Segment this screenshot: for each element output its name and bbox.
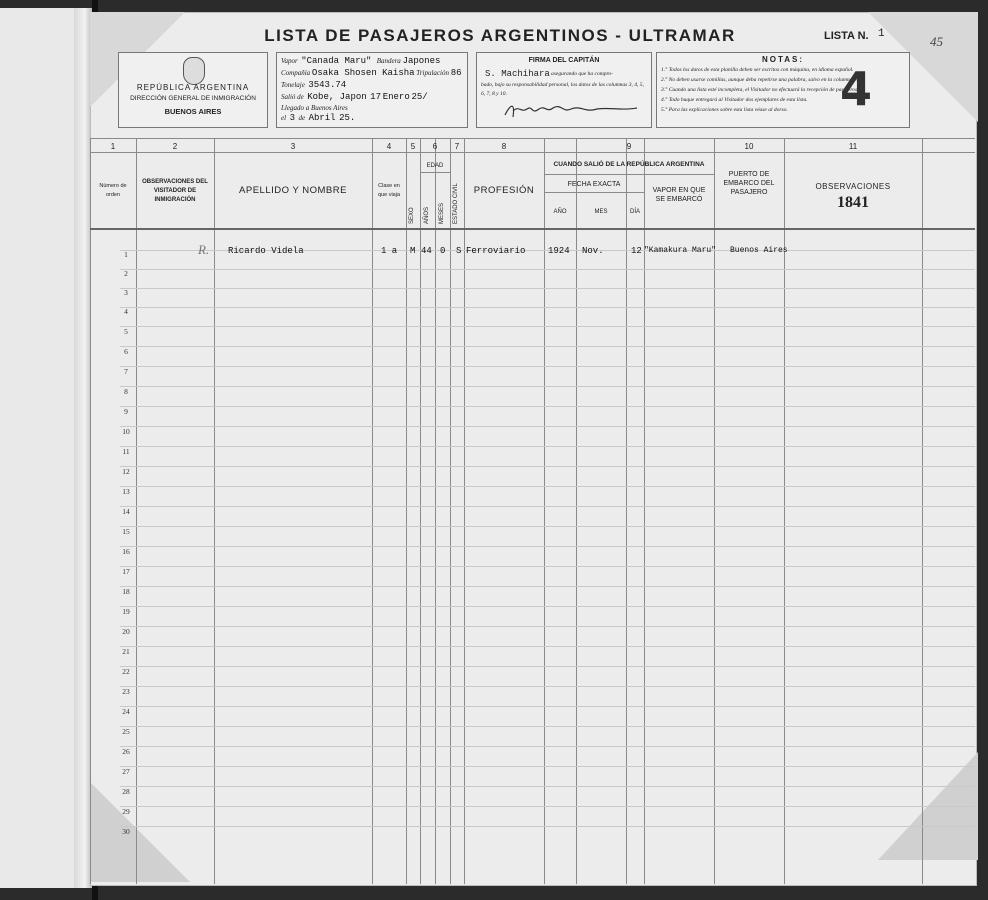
col-header-apellido-nombre: APELLIDO Y NOMBRE (239, 185, 347, 196)
row-number: 20 (122, 627, 130, 636)
row-number: 29 (122, 807, 130, 816)
compania-row (281, 68, 462, 78)
col-number: 8 (501, 142, 507, 151)
row-number: 12 (122, 467, 130, 476)
row-number: 23 (122, 687, 130, 696)
agency-city: BUENOS AIRES (164, 107, 222, 116)
departure-year: 1924 (548, 246, 570, 256)
salio-anio: 25/ (411, 92, 428, 102)
row-number: 9 (124, 407, 128, 416)
handwritten-signature (501, 99, 641, 121)
col-number: 2 (172, 142, 178, 151)
col-header-anio: AÑO (553, 209, 567, 215)
row-number: 24 (122, 707, 130, 716)
col-number: 7 (454, 142, 460, 151)
tripulacion-label: Tripulación (416, 69, 449, 77)
firma-text-a: asegurando que ha compro- (551, 71, 613, 77)
lista-label: LISTA N. (824, 30, 869, 42)
llegada-mes: Abril (308, 113, 336, 123)
col-header-vapor: VAPOR EN QUE SE EMBARCÓ (652, 187, 706, 203)
col-header-clase: Clase en que viaja (377, 183, 401, 198)
col-header-edad: EDAD (426, 163, 444, 169)
captain-name: S. Machihara (485, 69, 550, 79)
tonelaje-label: Tonelaje (281, 81, 305, 89)
col-header-anios: AÑOS (424, 206, 430, 224)
col-header-salida: CUANDO SALIÓ DE LA REPÚBLICA ARGENTINA (553, 161, 705, 168)
row-number: 22 (122, 667, 130, 676)
nota-item: 2.° No deben usarse comillas, aunque deba repetirse una palabra, salvo en la columna 10. (661, 77, 861, 83)
llegada-el: el (281, 114, 287, 122)
firma-title: FIRMA DEL CAPITÁN (528, 57, 600, 64)
llegada-de: de (298, 114, 306, 122)
observaciones-number: 1841 (837, 194, 869, 211)
bandera-value: Japones (402, 56, 441, 66)
row-number: 13 (122, 487, 130, 496)
vapor-label: Vapor (281, 57, 298, 65)
notas-title: NOTAS: (761, 55, 805, 64)
row-number: 5 (124, 327, 128, 336)
nota-item: 3.° Cuando una lista esté incompleta, el Visitador no efectuará la recepción de pasajeros. (661, 87, 859, 93)
col-header-observaciones-visitador: OBSERVACIONES DEL VISITADOR DE INMIGRACIÓN (142, 179, 208, 203)
row-number: 16 (122, 547, 130, 556)
col-number: 5 (410, 142, 416, 151)
row-number: 14 (122, 507, 130, 516)
passenger-profession: Ferroviario (466, 246, 526, 256)
row-number: 15 (122, 527, 130, 536)
voyage-box (276, 52, 468, 128)
passenger-civil-status: S (456, 246, 462, 256)
tripulacion-value: 86 (450, 68, 462, 78)
nota-item: 1.° Todos los datos de esta planilla deben ser escritos con máquina, en idioma español. (661, 67, 854, 73)
nota-item: 4.° Todo buque entregará al Visitador dos ejemplares de esta lista. (661, 97, 808, 103)
left-page (0, 8, 94, 888)
coat-of-arms-icon (183, 57, 205, 85)
row-number: 1 (124, 250, 128, 259)
tonelaje-row (281, 80, 346, 90)
llegada-row (281, 113, 355, 123)
row-number: 30 (122, 827, 130, 836)
col-header-puerto: PUERTO DE EMBARCO DEL PASAJERO (723, 171, 775, 196)
passenger-table (90, 138, 975, 884)
col-header-meses: MESES (439, 202, 445, 224)
row-number: 3 (124, 288, 128, 297)
col-number: 4 (386, 142, 392, 151)
passenger-name: Ricardo Videla (228, 246, 304, 256)
row-number: 2 (124, 269, 128, 278)
nota-item: 5.° Para las explicaciones sobre esta lista véase al dorso. (661, 107, 788, 113)
col-number: 9 (626, 142, 632, 151)
lista-number: 1 (878, 28, 885, 40)
col-number: 10 (744, 142, 754, 151)
col-number: 3 (290, 142, 296, 151)
agency-box (118, 52, 268, 128)
row-number: 28 (122, 787, 130, 796)
agency-direction: DIRECCIÓN GENERAL DE INMIGRACIÓN (130, 95, 256, 102)
passenger-sex: M (410, 246, 416, 256)
col-number: 6 (432, 142, 438, 151)
salio-dia: 17 (370, 92, 381, 102)
visitor-mark: R. (198, 242, 210, 257)
row-number: 21 (122, 647, 130, 656)
salio-row (281, 92, 428, 102)
col-header-mes: MES (594, 209, 608, 215)
col-header-dia: DÍA (629, 209, 640, 215)
firma-text-b: bado, bajo su responsabilidad personal, los datos de las columnas 3, 4, 5, 6, 7, 8 y 10. (481, 82, 644, 97)
row-number: 26 (122, 747, 130, 756)
row-number: 25 (122, 727, 130, 736)
row-number: 4 (124, 307, 128, 316)
salio-value: Kobe, Japon (307, 92, 367, 102)
vapor-row (281, 56, 440, 66)
departure-day: 12 (631, 246, 642, 256)
col-header-fecha: FECHA EXACTA (567, 181, 621, 188)
departure-ship: "Kamakura Maru" (644, 246, 717, 255)
row-number: 27 (122, 767, 130, 776)
passenger-class: 1 a (381, 246, 398, 256)
llegada-label: Llegado a Buenos Aires (281, 104, 348, 112)
row-number: 18 (122, 587, 130, 596)
row-number: 17 (122, 567, 130, 576)
agency-country: REPÚBLICA ARGENTINA (136, 83, 250, 92)
passenger-age-months: 0 (440, 246, 446, 256)
salio-label: Salió de (281, 93, 304, 101)
llegada-dia: 3 (289, 113, 295, 123)
row-number: 19 (122, 607, 130, 616)
vapor-value: "Canada Maru" (301, 56, 372, 66)
page-mark: 45 (930, 34, 943, 49)
salio-mes: Enero (382, 92, 410, 102)
passenger-age-years: 44 (421, 246, 432, 256)
compania-label: Compañía (281, 69, 311, 77)
embark-port: Buenos Aires (730, 246, 788, 255)
col-number: 1 (110, 142, 116, 151)
llegada-anio: 25. (339, 113, 356, 123)
bandera-label: Bandera (376, 57, 401, 65)
departure-month: Nov. (582, 246, 604, 256)
list-stamp-number: 4 (840, 62, 873, 116)
col-header-profesion: PROFESIÓN (473, 185, 535, 196)
col-header-sexo: SEXO (409, 207, 415, 224)
row-number: 6 (124, 347, 128, 356)
compania-value: Osaka Shosen Kaisha (311, 68, 415, 78)
row-number: 8 (124, 387, 128, 396)
page-title: LISTA DE PASAJEROS ARGENTINOS - ULTRAMAR (264, 26, 736, 45)
col-header-estado-civil: ESTADO CIVIL (453, 183, 459, 224)
row-number: 11 (122, 447, 130, 456)
col-number: 11 (848, 142, 858, 151)
col-header-orden: Número de orden (99, 183, 127, 198)
row-number: 10 (122, 427, 130, 436)
col-header-observaciones: OBSERVACIONES (815, 182, 891, 191)
captain-signature-box (476, 52, 652, 128)
tonelaje-value: 3543.74 (308, 80, 347, 90)
row-number: 7 (124, 367, 128, 376)
